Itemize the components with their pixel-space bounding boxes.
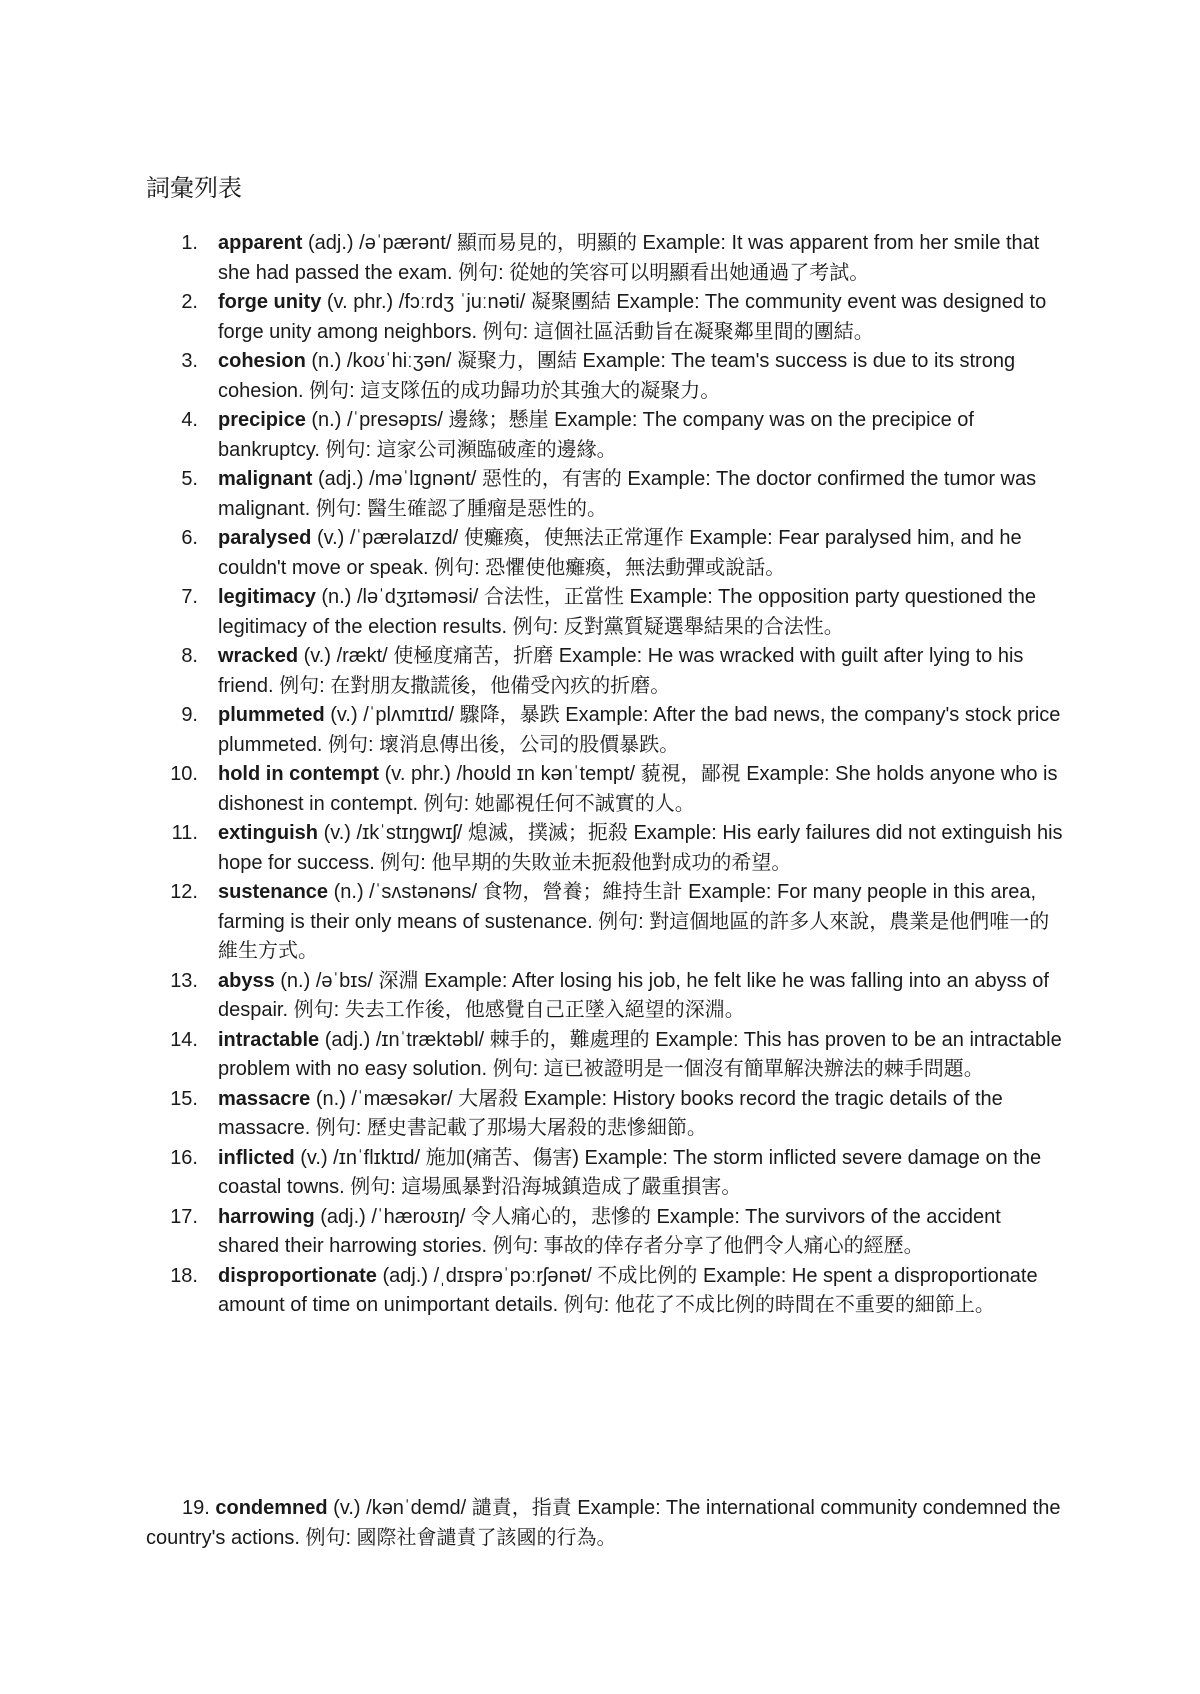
vocab-term: sustenance [218,881,329,903]
vocab-item [146,701,1066,760]
vocab-definition: (n.) /koʊˈhiːʒən/ 凝聚力，團結 Example: The team's success is due to its strong cohesion. 例句: 這支隊伍的成功歸功於其強大的凝聚力。 [218,350,1016,402]
vocab-term: massacre [218,1087,311,1110]
vocab-item [146,967,1066,1026]
vocab-term: hold in contempt [218,763,380,785]
vocab-item [146,760,1066,819]
vocab-definition: (v. phr.) /fɔːrdʒ ˈjuːnəti/ 凝聚團結 Example: The community event was designed to forge unity among neighbors. 例句: 這個社區活動旨在凝聚鄰里間的團結。 [218,291,1047,343]
vocab-term: condemned [215,1497,328,1519]
vocab-list [146,229,1066,1321]
item-number: 12. [170,881,198,903]
vocab-term: extinguish [218,822,319,844]
item-number: 19. [182,1497,210,1519]
vocab-item [146,406,1066,465]
item-number: 2. [181,291,198,313]
vocab-item [146,1262,1066,1321]
vocab-term: inflicted [218,1146,295,1169]
vocab-definition: (v.) /ɪnˈflɪktɪd/ 施加(痛苦、傷害) Example: The storm inflicted severe damage on the coastal towns. 例句: 這場風暴對沿海城鎮造成了嚴重損害。 [218,1146,1042,1198]
item-number: 17. [170,1205,198,1228]
vocab-term: intractable [218,1028,320,1051]
vocab-definition: (adj.) /məˈlɪɡnənt/ 惡性的，有害的 Example: The doctor confirmed the tumor was malignant. 例句: 醫生確認了腫瘤是惡性的。 [218,468,1037,520]
item-number: 5. [181,468,198,490]
vocab-item [146,878,1066,967]
vocab-item [146,1144,1066,1203]
vocab-definition: (adj.) /əˈpærənt/ 顯而易見的，明顯的 Example: It was apparent from her smile that she had passed the exam. 例句: 從她的笑容可以明顯看出她通過了考試。 [218,232,1040,284]
item-number: 6. [181,527,198,549]
vocab-definition: (v.) /kənˈdemd/ 譴責，指責 Example: The international community condemned the country's actions. 例句: 國際社會譴責了該國的行為。 [146,1497,1061,1549]
vocab-term: paralysed [218,527,312,549]
vocab-term: disproportionate [218,1264,377,1287]
vocab-definition: (adj.) /ˌdɪsprəˈpɔːrʃənət/ 不成比例的 Example: He spent a disproportionate amount of time on unimportant details. 例句: 他花了不成比例的時間在不重要的細節上。 [218,1264,1038,1316]
item-number: 13. [170,969,198,992]
vocab-item [146,1203,1066,1262]
vocab-term: plummeted [218,704,325,726]
vocab-item [146,583,1066,642]
vocab-term: malignant [218,468,313,490]
vocab-item-unlisted [146,1494,1066,1553]
vocab-item [146,288,1066,347]
item-number: 4. [181,409,198,431]
vocab-definition: (v.) /rækt/ 使極度痛苦，折磨 Example: He was wracked with guilt after lying to his friend. 例句: 在對朋友撒謊後，他備受內疚的折磨。 [218,645,1024,697]
vocab-definition: (adj.) /ɪnˈtræktəbl/ 棘手的，難處理的 Example: This has proven to be an intractable problem with no easy solution. 例句: 這已被證明是一個沒有簡單解決辦法的棘手問題。 [218,1028,1062,1080]
vocab-item [146,347,1066,406]
vocab-definition: (n.) /ˈpresəpɪs/ 邊緣；懸崖 Example: The company was on the precipice of bankruptcy. 例句: 這家公司瀕臨破產的邊緣。 [218,409,974,461]
vocab-item [146,524,1066,583]
item-number: 10. [170,763,198,785]
item-number: 18. [170,1264,198,1287]
item-number: 14. [170,1028,198,1051]
vocab-item [146,642,1066,701]
vocab-definition: (v.) /ɪkˈstɪŋɡwɪʃ/ 熄滅，撲滅；扼殺 Example: His early failures did not extinguish his hope for success. 例句: 他早期的失敗並未扼殺他對成功的希望。 [218,822,1063,874]
item-number: 8. [181,645,198,667]
vocab-item [146,819,1066,878]
vocab-term: abyss [218,969,275,992]
vocab-term: cohesion [218,350,306,372]
vocab-definition: (n.) /ˈmæsəkər/ 大屠殺 Example: History books record the tragic details of the massacre. 例句: 歷史書記載了那場大屠殺的悲慘細節。 [218,1087,1003,1139]
vocab-term: forge unity [218,291,322,313]
vocab-definition: (v.) /ˈplʌmɪtɪd/ 驟降，暴跌 Example: After the bad news, the company's stock price plummeted. 例句: 壞消息傳出後，公司的股價暴跌。 [218,704,1061,756]
vocab-definition: (v. phr.) /hoʊld ɪn kənˈtempt/ 藐視，鄙視 Example: She holds anyone who is dishonest in contempt. 例句: 她鄙視任何不誠實的人。 [218,763,1058,815]
item-number: 3. [181,350,198,372]
vocab-term: wracked [218,645,299,667]
vocab-definition: (n.) /ˈsʌstənəns/ 食物，營養；維持生計 Example: For many people in this area, farming is their only means of sustenance. 例句: 對這個地區的許多人來說，農業是他們唯一的維生方式。 [218,881,1050,962]
vocab-definition: (n.) /ləˈdʒɪtəməsi/ 合法性，正當性 Example: The opposition party questioned the legitimacy of the election results. 例句: 反對黨質疑選舉結果的合法性。 [218,586,1037,638]
item-number: 9. [181,704,198,726]
vocab-item [146,1085,1066,1144]
vocab-term: harrowing [218,1205,315,1228]
item-number: 11. [171,822,198,844]
document-title: 詞彙列表 [146,175,242,202]
vocab-term: legitimacy [218,586,316,608]
vocab-term: precipice [218,409,306,431]
vocab-item [146,229,1066,288]
item-number: 1. [181,232,198,254]
vocab-definition: (v.) /ˈpærəlaɪzd/ 使癱瘓，使無法正常運作 Example: Fear paralysed him, and he couldn't move or speak. 例句: 恐懼使他癱瘓，無法動彈或說話。 [218,527,1022,579]
vocab-item [146,1026,1066,1085]
item-number: 16. [170,1146,198,1169]
vocab-term: apparent [218,232,303,254]
item-number: 7. [181,586,198,608]
vocab-definition: (n.) /əˈbɪs/ 深淵 Example: After losing his job, he felt like he was falling into an abyss of despair. 例句: 失去工作後，他感覺自己正墜入絕望的深淵。 [218,969,1049,1021]
item-number: 15. [170,1087,198,1110]
vocab-item [146,465,1066,524]
vocab-definition: (adj.) /ˈhæroʊɪŋ/ 令人痛心的，悲慘的 Example: The survivors of the accident shared their harrowing stories. 例句: 事故的倖存者分享了他們令人痛心的經歷。 [218,1205,1001,1257]
